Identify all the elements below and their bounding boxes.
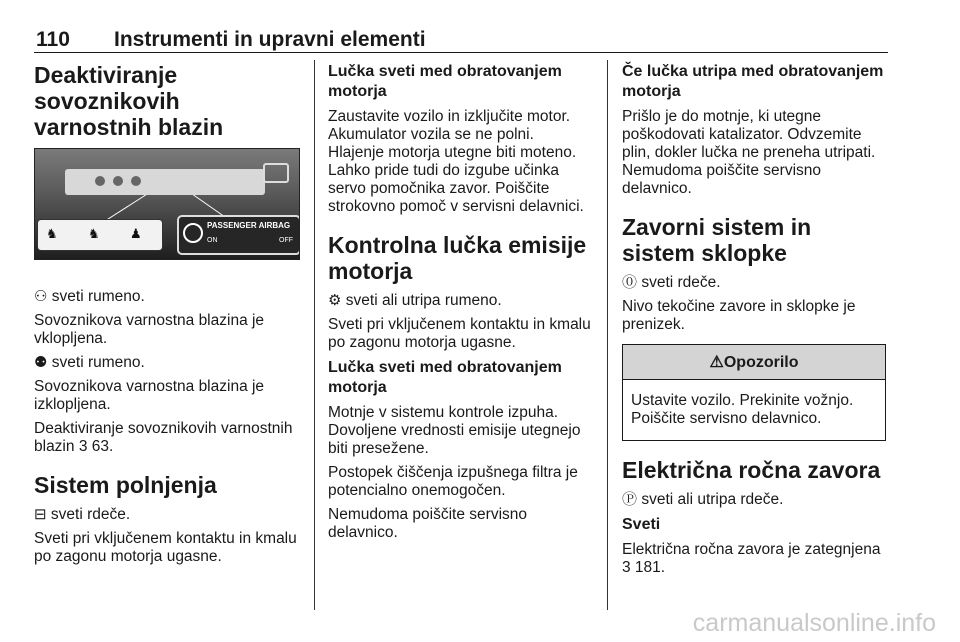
- paragraph: Sovoznikova varnostna blazina je vklopljena.: [34, 312, 265, 347]
- parking-brake-status: sveti ali utripa rdeče.: [641, 491, 784, 508]
- paragraph: Zaustavite vozilo in izključite motor. Akumulator vozila se ne polni. Hlajenje motorja utegne biti moteno. Lahko pride tudi do izgube učinka servo pomočnika zavor. Poiščite strokovno pomoč v servisni delavnici.: [328, 108, 584, 215]
- brake-status: sveti rdeče.: [641, 274, 721, 291]
- subheading: Lučka sveti med obratovanjem motorja: [328, 63, 562, 100]
- console-button: [131, 176, 141, 186]
- paragraph: Motnje v sistemu kontrole izpuha. Dovoljene vrednosti emisije utegnejo biti presežene.: [328, 404, 581, 457]
- seat-icon: ♞: [88, 226, 100, 241]
- console-button: [113, 176, 123, 186]
- airbag-on-icon: ⚇: [34, 288, 48, 305]
- watermark: carmanualsonline.info: [692, 609, 936, 637]
- airbag-off-symbol-icon: [183, 223, 203, 243]
- coat-hook: [263, 163, 289, 183]
- paragraph: Sveti pri vključenem kontaktu in kmalu po zagonu motorja ugasne.: [328, 316, 591, 351]
- battery-status: sveti rdeče.: [50, 506, 131, 523]
- column-1: [34, 62, 300, 572]
- paragraph: Sovoznikova varnostna blazina je izklopljena.: [34, 378, 265, 413]
- warning-title: Opozorilo: [723, 354, 799, 371]
- paragraph: Postopek čiščenja izpušnega filtra je potencialno onemogočen.: [328, 464, 578, 499]
- battery-icon: ⊟: [34, 506, 47, 523]
- engine-icon: ⚙: [328, 292, 342, 309]
- parking-brake-icon: Ⓟ: [622, 491, 638, 508]
- airbag-on-status: sveti rumeno.: [51, 288, 145, 305]
- section-heading-emission: Kontrolna lučka emisije motorja: [328, 232, 587, 284]
- page-number: 110: [36, 28, 70, 51]
- airbag-off-status: sveti rumeno.: [51, 354, 145, 371]
- paragraph: Nemudoma poiščite servisno delavnico.: [328, 506, 528, 541]
- warning-text: Ustavite vozilo. Prekinite vožnjo. Poiščite servisno delavnico.: [631, 392, 854, 427]
- seat-belt-icon: ♟: [130, 226, 142, 241]
- paragraph: Prišlo je do motnje, ki utegne poškodovati katalizator. Odvzemite plin, dokler lučka ne preneha utripati. Nemudoma poiščite servisno delavnico.: [622, 108, 876, 197]
- subheading: Sveti: [622, 516, 661, 533]
- warning-triangle-icon: ⚠: [709, 354, 724, 371]
- passenger-airbag-label: PASSENGER AIRBAG: [207, 221, 291, 230]
- page-reference-link[interactable]: 3 181.: [622, 559, 666, 576]
- warning-box: [622, 344, 886, 441]
- column-divider-2: [607, 60, 608, 610]
- section-heading-airbag: Deaktiviranje sovoznikovih varnostnih blazin: [34, 62, 224, 140]
- airbag-on-label: ON: [207, 237, 218, 244]
- column-2: [328, 62, 594, 548]
- console-button: [95, 176, 105, 186]
- column-divider-1: [314, 60, 315, 610]
- paragraph: Nivo tekočine zavore in sklopke je prenizek.: [622, 298, 856, 333]
- seat-indicators-box: [37, 219, 163, 251]
- subheading: Če lučka utripa med obratovanjem motorja: [622, 63, 884, 100]
- brake-icon: ⓪: [622, 274, 638, 291]
- paragraph: Sveti pri vključenem kontaktu in kmalu po zagonu motorja ugasne.: [34, 530, 297, 565]
- airbag-panel-photo: [34, 148, 300, 260]
- section-heading-parking-brake: Električna ročna zavora: [622, 457, 881, 483]
- page-header-title: Instrumenti in upravni elementi: [114, 28, 426, 51]
- passenger-airbag-indicator: [177, 215, 300, 255]
- page-reference-link[interactable]: 3 63.: [78, 438, 114, 455]
- cross-reference-text: Deaktiviranje sovoznikovih varnostnih blazin: [34, 420, 293, 455]
- subheading: Lučka sveti med obratovanjem motorja: [328, 359, 562, 396]
- cross-reference-text: Električna ročna zavora je zategnjena: [622, 541, 881, 558]
- seat-icon: ♞: [46, 226, 58, 241]
- engine-status: sveti ali utripa rumeno.: [345, 292, 502, 309]
- airbag-off-icon: ⚉: [34, 354, 48, 371]
- header-rule: [34, 52, 888, 53]
- column-3: [622, 62, 888, 583]
- airbag-off-label: OFF: [279, 237, 293, 244]
- section-heading-brake: Zavorni sistem in sistem sklopke: [622, 214, 812, 266]
- section-heading-charging: Sistem polnjenja: [34, 472, 217, 498]
